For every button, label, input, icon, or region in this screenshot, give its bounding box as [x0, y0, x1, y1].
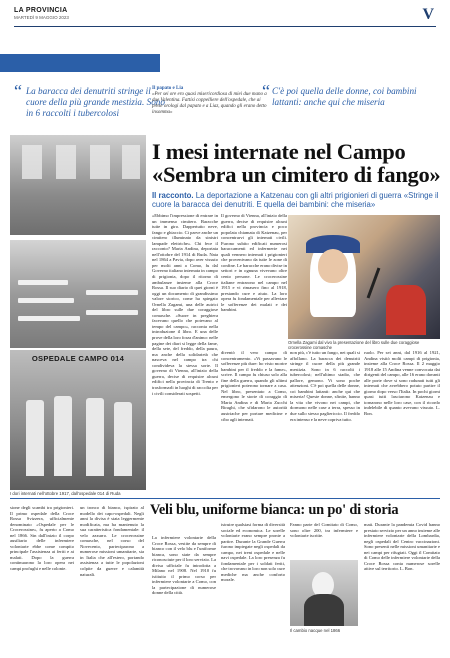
subheadline — [152, 191, 442, 209]
historic-photo-ward — [10, 135, 146, 235]
secondary-column-5: Fanno parte del Comitato di Como, sono oltre 200, tra infermiere e volontarie iscritte. — [290, 522, 358, 539]
page-header — [14, 7, 69, 20]
section-letter: V — [422, 6, 434, 23]
pull-quote-right: C'è poi quella delle donne, coi bambini lattanti: anche qui che miseria — [272, 86, 417, 107]
secondary-headline: Veli blu, uniforme bianca: un po' di storia — [150, 502, 399, 518]
subhead-text: La deportazione a Katzenau con gli altri prigionieri di guerra «Stringe il cuore la baracca dei denutriti. E quella dei bambini: che miseria» — [152, 191, 439, 209]
quote-mark-icon: “ — [14, 81, 22, 101]
publication-name: LA PROVINCIA — [14, 7, 68, 14]
hospital-sign: OSPEDALE CAMPO 014 — [31, 354, 125, 363]
sidebar-quote — [152, 86, 270, 116]
historic-photo-nurse — [290, 560, 358, 626]
article-column-5: ruolo. Per sei anni, dal 1916 al 1921, Andina visitò molti campi di prigionia, insieme alla Croce Rossa. Il 2 maggio 1918 alle 15 Andina venne convocata dai dirigenti del campo, alle 16 erano davanti alle porte dove si sono radunati tutti gli internati che avrebbero potuto partire il giorno dopo verso l'Italia. In pochi giorni quasi tutti lasciarono Katzenau e tornarono nelle loro case, con il ricordo indelebile di quanto avevano vissuto. L. Bon. — [364, 350, 440, 417]
blue-band — [0, 54, 160, 72]
article-column-4: non più, c'è tutto un fango, nei quali si affollano. La baracca dei denutriti stringe il cuore della più grande mestizia. Sono in 6 raccolti i tubercolosi; nell'ultimo stadio, che pallore, gemono. Vi sono poche attenzioni. C'è poi quella delle donne, coi bambini lattanti: anche qui che miseria! Queste donne, sfinite, hanno la vita che vivono nei campi, che dormono nelle case a terra, spesso in due sullo stesso pagliericcio. Il freddo era intenso e la neve copriva tutto. — [290, 350, 360, 422]
secondary-column-2: un tronco di bianco, ispirato al modello dei capo-ospedali. Negli anni la divisa è stata leggermente modificata, ma ha mantenuto la sua caratteristica fondamentale: il velo azzurro. Le crocerossine comasche, nel corso del Novecento, parteciparono a numerose missioni umanitarie, sia in Italia che all'estero, portando assistenza a tutte le popolazioni colpite da guerre e calamità naturali. — [80, 505, 144, 577]
secondary-column-4: istruire qualsiasi forma di diversità sociale ed economica. Le sorelle volontarie erano sempre pronte a partire. Durante la Grande Guerra furono impiegate negli ospedali da campo, nei treni ospedale e nelle navi ospedale. La loro presenza fu fondamentale per i soldati feriti, che trovavano in loro non solo cure mediche ma anche conforto morale. — [221, 522, 285, 583]
subhead-lead: Il racconto. — [152, 191, 194, 200]
secondary-column-3: La infermiere volontarie della Croce Rossa, vestite da sempre di bianco con il velo blu e l'uniforme bianca, sono state da sempre riconosciute per il loro servizio. La divisa ufficiale fu introdotta a Milano nel 1908. Nel 1910 fu istituito il primo corso per infermiere volontarie a Como, con la partecipazione di numerose donne della città. — [152, 535, 216, 596]
article-column-1: «Ebbimo l'impressione di entrare in un immenso cimitero. Baracche tutte in giro. Dappertutto neve, fango e ghiaccio. Ci parve anche un cimitero illuminato da sinistri lampade elettriche». Chi fece il racconto? Maria Andina, deportata nell'ottobre del 1914 di Ruda. Nata nel 1864 a Pavia, dopo aver vissuto per molti anni a Como, fu dal Governo italiano internata in campo di prigionia, dopo il ritorno di ambulanze insieme alla Croce Rossa. Il suo diario di quei giorni è oggi un documento di grandissimo valore storico, come ha spiegato Ornella Zagami, una delle autrici del libro sulle due coraggiose comasche. «Suore in preghiera facevano quello che potevano al tempo del campo», racconta nella introduzione il libro. E una delle prove della loro forza d'animo: nelle pagine dei diari si legge della fame, della sete, del freddo, della paura, ma anche della solidarietà che nasceva nel campo tra chi condivideva la stessa sorte. Il governo di Vienna, all'inizio della guerra, decise di requisire alcuni edifici nella provincia di Trento e trasformarli in luoghi di raccolta per i civili considerati sospetti. — [152, 213, 218, 396]
sidebar-quote-text: «Per sei ore ero quasi misericordiosa di miei due mano a due Valentina. Fattisi coppelliere dell'ospedale, che ai prese orologi dal papato e a Liaz, quando gli erano detto insomma» — [152, 92, 267, 115]
color-photo-presentation — [288, 215, 440, 339]
historic-photo-hospital — [10, 350, 146, 490]
article-column-3: diventò il vero campo di concentramento. «Vi passavano le sofferenze più dure: ho visto morire bambini per il freddo e la fame», scrive. Il campo fu chiuso solo alla fine della guerra, quando gli ultimi prigionieri poterono tornare a casa. Nel libro, presentato a Como, emergono le storie di coraggio di Maria Andina e di Maria Zucchi Biraghi, che sfidarono le autorità austriache per portare medicine e cibo agli internati. — [221, 350, 287, 422]
quote-mark-icon: “ — [262, 81, 270, 101]
photo-caption-hospital: I dori internati nell'ottobre 1917, dall'ospedale 014 di Ruda — [10, 491, 121, 496]
sidebar-quote-lead: Il papato e Lia — [152, 86, 184, 91]
headline-line-1: I mesi internate nel Campo — [152, 139, 406, 164]
photo-caption-nurse: Il cambio nacque nel 1866 — [290, 628, 341, 633]
historic-photo-beds — [10, 240, 146, 348]
issue-date: MARTEDÌ 9 MAGGIO 2023 — [14, 15, 69, 20]
section-rule — [10, 498, 440, 499]
secondary-column-6: mati. Durante la pandemia Covid hanno prestato servizio per un anno insieme alle infermiere volontarie della Lombardia, negli ospedali del Centro vaccinazioni. Sono presenti nelle missioni umanitarie e nei campi per rifugiati. Oggi il Comitato di Como delle infermiere volontarie della Croce Rossa conta numerose sorelle attive sul territorio. L. Bon. — [364, 522, 440, 572]
pull-quote-left: La baracca dei denutriti stringe il cuore della più grande mestizia. Sono in 6 raccolti i tubercolosi — [26, 86, 165, 118]
photo-caption-presentation: Ornella Zagami dal vivo la presentazione del libro sulle due coraggiose crocerossine comasche — [288, 340, 420, 350]
headline — [152, 140, 442, 186]
header-rule — [14, 26, 436, 27]
headline-line-2: «Sembra un cimitero di fango» — [152, 162, 441, 187]
secondary-column-1: sione degli scambi tra prigionieri. Il primo ospedale della Croce Rossa Svizzera, ufficialmente denominato «Ospedale per le Crocerossine», fu aperto a Como nel 1866. Sin dall'inizio il corpo ausiliario delle infermiere volontarie ebbe come compito principale l'assistenza ai feriti e ai malati. Dopo la guerra continuarono la loro opera nei campi profughi e nelle colonie. — [10, 505, 74, 572]
article-column-2: Il governo di Vienna, all'inizio della guerra, decise di requisire alcuni edifici nella provincia e poco popolata chiamata di Katzenau, per concentrarvi gli internati civili. Furono subito edificati numerosi baraccamenti ed infermerie nei quali vennero internati i prigionieri che provenivano da tutte le zone di confine. Le baracche erano divise in settori e in ognuna vivevano oltre cento persone. Le crocerossine italiane entrarono nel campo nel 1915 e vi rimasero fino al 1918, prestando cure e aiuto. La loro opera fu fondamentale per alleviare le sofferenze dei malati e dei bambini. — [221, 213, 287, 313]
